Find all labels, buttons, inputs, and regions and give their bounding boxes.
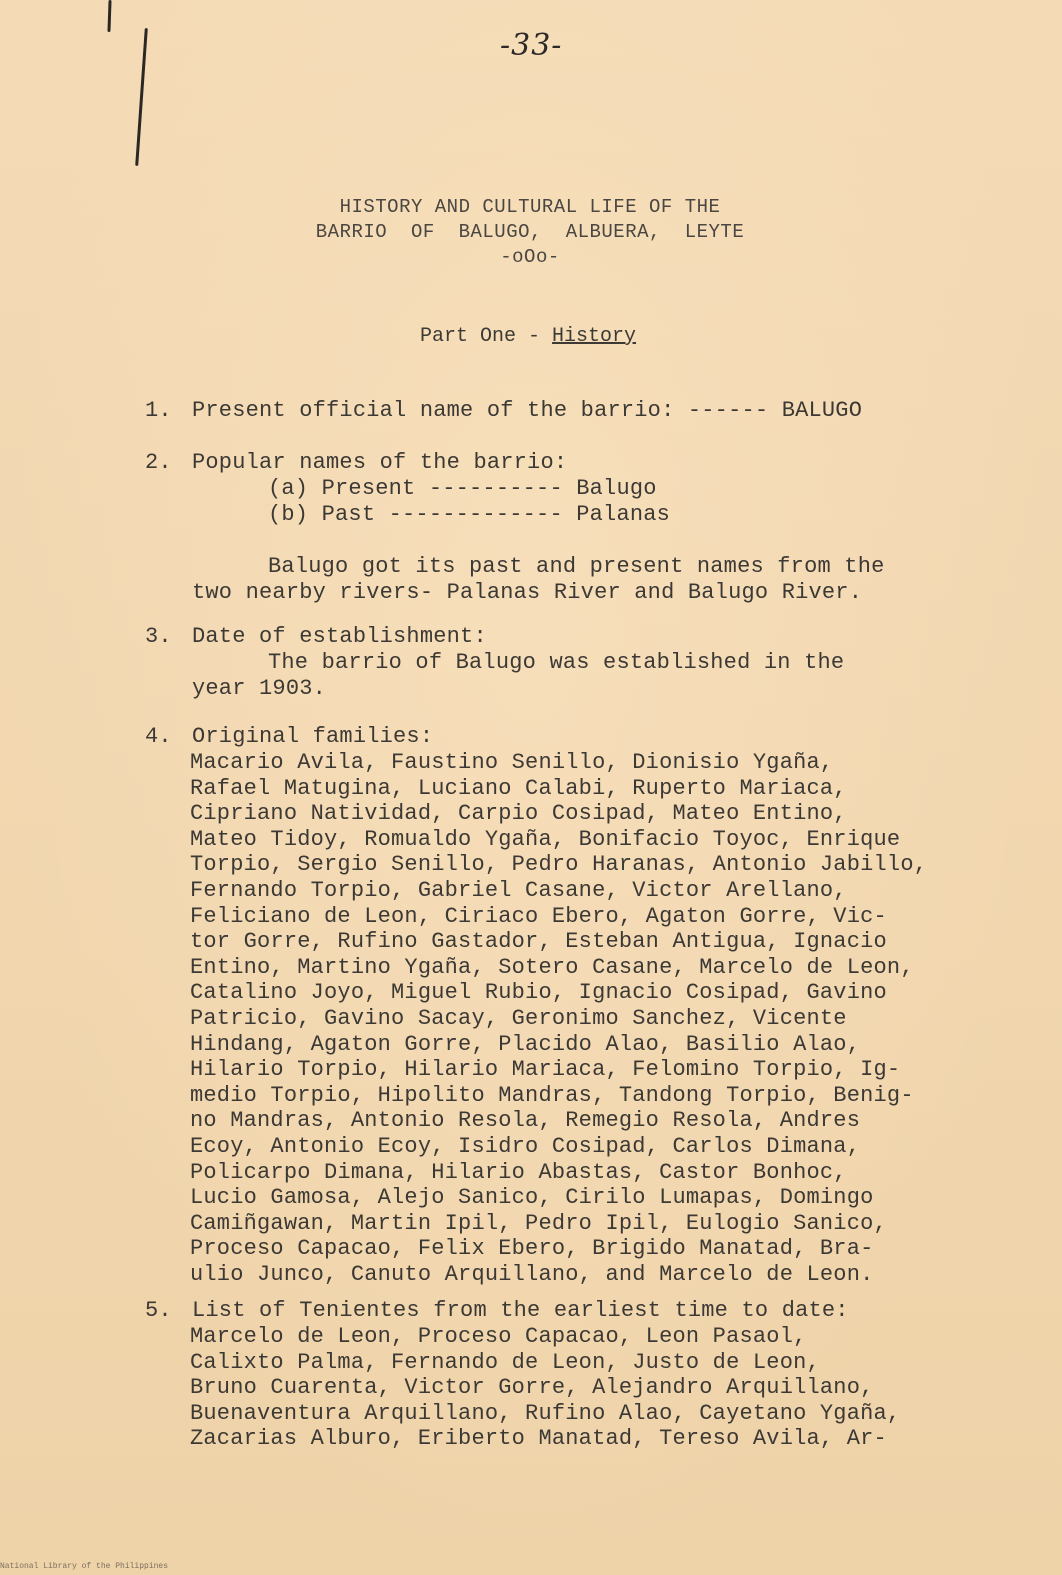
item-3-number: 3.: [145, 624, 172, 649]
item-4-heading: Original families:: [192, 724, 434, 749]
margin-pencil-mark-2: [135, 28, 148, 166]
part-heading: [420, 325, 636, 348]
part-heading-prefix: Part One -: [420, 325, 553, 348]
item-5-tenientes-list: Marcelo de Leon, Proceso Capacao, Leon Pasaol, Calixto Palma, Fernando de Leon, Justo de Leon, Bruno Cuarenta, Victor Gorre, Alejandro Arquillano, Buenaventura Arquillano, Rufino Alao, Cayetano Ygaña, Zacarias Alburo, Eriberto Manatad, Tereso Avila, Ar-: [190, 1324, 901, 1452]
item-2-present: (a) Present ---------- Balugo: [268, 476, 657, 501]
document-title: [230, 195, 830, 270]
title-line-2: BARRIO OF BALUGO, ALBUERA, LEYTE: [315, 221, 745, 243]
title-line-1: HISTORY AND CULTURAL LIFE OF THE: [339, 196, 721, 218]
item-5-heading: List of Tenientes from the earliest time to date:: [192, 1298, 849, 1323]
title-separator: -oOo-: [500, 246, 560, 268]
item-2-note-line-2: two nearby rivers- Palanas River and Balugo River.: [192, 580, 863, 605]
item-1-number: 1.: [145, 398, 172, 423]
item-2-past: (b) Past ------------- Palanas: [268, 502, 671, 527]
item-3-heading: Date of establishment:: [192, 624, 487, 649]
item-3-line-2: year 1903.: [192, 676, 327, 701]
item-5-number: 5.: [145, 1298, 172, 1323]
item-2-note-line-1: Balugo got its past and present names from the: [268, 554, 885, 579]
item-1-text: Present official name of the barrio: ------ BALUGO: [192, 398, 863, 423]
item-2-heading: Popular names of the barrio:: [192, 450, 568, 475]
item-4-original-families: Macario Avila, Faustino Senillo, Dionisio Ygaña, Rafael Matugina, Luciano Calabi, Ruperto Mariaca, Cipriano Natividad, Carpio Cosipad, Mateo Entino, Mateo Tidoy, Romualdo Ygaña, Bonifacio Toyoc, Enrique Torpio, Sergio Senillo, Pedro Haranas, Antonio Jabillo, Fernando Torpio, Gabriel Casane, Victor Arellano, Feliciano de Leon, Ciriaco Ebero, Agaton Gorre, Vic- tor Gorre, Rufino Gastador, Esteban Antigua, Ignacio Entino, Martino Ygaña, Sotero Casane, Marcelo de Leon, Catalino Joyo, Miguel Rubio, Ignacio Cosipad, Gavino Patricio, Gavino Sacay, Geronimo Sanchez, Vicente Hindang, Agaton Gorre, Placido Alao, Basilio Alao, Hilario Torpio, Hilario Mariaca, Felomino Torpio, Ig- medio Torpio, Hipolito Mandras, Tandong Torpio, Benig- no Mandras, Antonio Resola, Remegio Resola, Andres Ecoy, Antonio Ecoy, Isidro Cosipad, Carlos Dimana, Policarpo Dimana, Hilario Abastas, Castor Bonhoc, Lucio Gamosa, Alejo Sanico, Cirilo Lumapas, Domingo Camiñgawan, Martin Ipil, Pedro Ipil, Eulogio Sanico, Proceso Capacao, Felix Ebero, Brigido Manatad, Bra- ulio Junco, Canuto Arquillano, and Marcelo de Leon.: [190, 750, 928, 1287]
page-number: -33-: [500, 28, 563, 63]
item-4-number: 4.: [145, 724, 172, 749]
margin-pencil-mark-1: [107, 0, 111, 32]
part-heading-underlined: History: [552, 325, 637, 348]
archive-footer: National Library of the Philippines: [0, 1562, 169, 1571]
item-3-line-1: The barrio of Balugo was established in the: [268, 650, 845, 675]
item-2-number: 2.: [145, 450, 172, 475]
